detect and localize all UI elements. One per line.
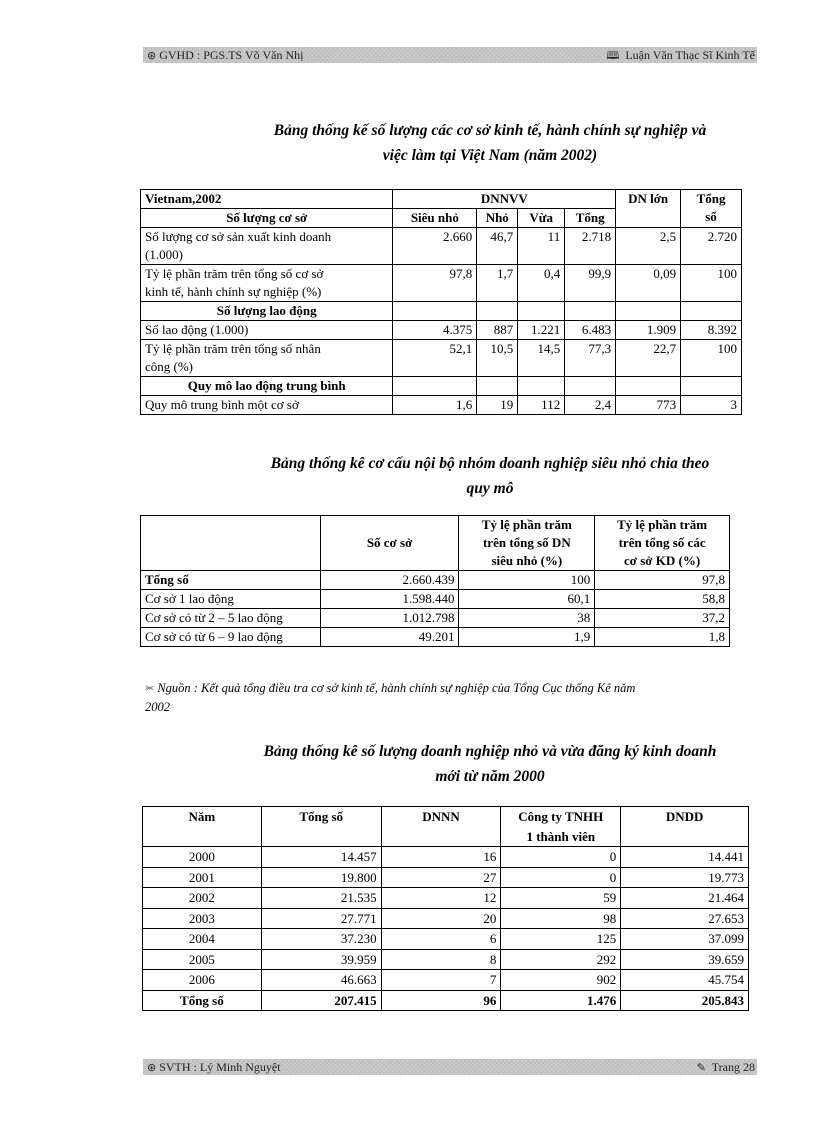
header-line: Công ty TNHH (518, 809, 604, 824)
cell: 96 (381, 990, 501, 1011)
table1-dnnvv-header: DNNVV (393, 190, 616, 209)
table-row (141, 396, 742, 415)
table1-title-line2: việc làm tại Việt Nam (năm 2002) (382, 147, 598, 164)
cell: 59 (501, 888, 621, 909)
header-line: trên tổng số DN (482, 535, 571, 550)
page-footer (143, 1059, 757, 1075)
cell: 60,1 (459, 590, 595, 609)
cell: 1.012.798 (320, 609, 459, 628)
cell (518, 302, 565, 321)
cell (616, 302, 681, 321)
row-label: Quy mô trung bình một cơ sở (141, 396, 393, 415)
cell (616, 377, 681, 396)
cell: 37.230 (261, 929, 381, 950)
cell: 205.843 (621, 990, 749, 1011)
table-row (143, 949, 749, 970)
cell: 292 (501, 949, 621, 970)
cell: 16 (381, 847, 501, 868)
row-year: 2005 (143, 949, 262, 970)
table1-section-count: Số lượng cơ sở (141, 209, 393, 228)
table1-sub-nho: Nhỏ (477, 209, 518, 228)
cell: 19.773 (621, 867, 749, 888)
cell: 1.909 (616, 321, 681, 340)
cell: 902 (501, 970, 621, 991)
table1-total-header-l1: Tổng (696, 191, 726, 206)
cell: 10,5 (477, 340, 518, 377)
table1-sub-sieunho: Siêu nhỏ (393, 209, 477, 228)
table3-dnnn-header: DNNN (381, 807, 501, 847)
source-text: Nguồn : Kết quả tổng điều tra cơ sở kinh tế, hành chính sự nghiệp của Tổng Cục thống Kê năm (157, 681, 636, 695)
cell: 0,4 (518, 265, 565, 302)
table2-pct-kd-header (595, 516, 730, 571)
cell: 1,9 (459, 628, 595, 647)
cell (393, 377, 477, 396)
footer-student: SVTH : Lý Minh Nguyệt (159, 1060, 281, 1074)
cell: 27.653 (621, 908, 749, 929)
cell: 8.392 (681, 321, 742, 340)
table1-total-header-l2: số (705, 209, 717, 224)
row-label-l2: kinh tế, hành chính sự nghiệp (%) (145, 284, 322, 299)
cell: 19 (477, 396, 518, 415)
cell: 100 (459, 571, 595, 590)
cell: 125 (501, 929, 621, 950)
table3 (142, 806, 749, 1011)
cell: 39.959 (261, 949, 381, 970)
cell: 21.535 (261, 888, 381, 909)
cell: 49.201 (320, 628, 459, 647)
row-label: Cơ sở có từ 6 – 9 lao động (141, 628, 321, 647)
row-label: Cơ sở có từ 2 – 5 lao động (141, 609, 321, 628)
header-thesis: Luận Văn Thạc Sĩ Kinh Tế (625, 48, 755, 62)
table1-sub-tong: Tổng (565, 209, 616, 228)
table2-pct-dn-header (459, 516, 595, 571)
row-year: 2004 (143, 929, 262, 950)
seal-icon: ⊛ (147, 49, 157, 62)
cell (477, 302, 518, 321)
table3-dndd-header: DNDD (621, 807, 749, 847)
header-advisor: GVHD : PGS.TS Võ Văn Nhị (159, 48, 304, 62)
seal-icon: ⊛ (147, 1061, 157, 1074)
cell: 4.375 (393, 321, 477, 340)
table-row (141, 571, 730, 590)
page-header (143, 47, 757, 63)
cell: 2,4 (565, 396, 616, 415)
cell (565, 377, 616, 396)
row-label-l1: Tỷ lệ phần trăm trên tổng số cơ sở (145, 266, 324, 281)
table3-tnhh-header (501, 807, 621, 847)
cell: 773 (616, 396, 681, 415)
table3-title-line2: mới từ năm 2000 (435, 768, 545, 785)
cell: 46,7 (477, 228, 518, 265)
table-row (141, 628, 730, 647)
table1-title-line1: Bảng thống kế số lượng các cơ sở kinh tế, hành chính sự nghiệp và (273, 122, 707, 139)
cell: 8 (381, 949, 501, 970)
cell (518, 377, 565, 396)
row-label-l2: (1.000) (145, 247, 183, 262)
scissors-icon: ✂ (145, 682, 155, 695)
table2 (140, 515, 730, 647)
table-row (141, 321, 742, 340)
cell (393, 302, 477, 321)
row-label: Tổng số (141, 571, 321, 590)
cell: 6.483 (565, 321, 616, 340)
table1-country-header: Vietnam,2002 (141, 190, 393, 209)
table1-section-labor: Số lượng lao động (141, 302, 393, 321)
cell: 3 (681, 396, 742, 415)
cell: 2.720 (681, 228, 742, 265)
table-row (141, 340, 742, 377)
cell: 97,8 (393, 265, 477, 302)
cell: 45.754 (621, 970, 749, 991)
cell: 27.771 (261, 908, 381, 929)
row-label (141, 340, 393, 377)
table3-year-header: Năm (143, 807, 262, 847)
cell: 7 (381, 970, 501, 991)
row-label-l1: Số lượng cơ sở sản xuất kinh doanh (145, 229, 332, 244)
row-year: 2003 (143, 908, 262, 929)
cell (565, 302, 616, 321)
cell: 77,3 (565, 340, 616, 377)
cell: 14.441 (621, 847, 749, 868)
table3-title (220, 739, 760, 789)
cell: 98 (501, 908, 621, 929)
cell: 2.718 (565, 228, 616, 265)
pencil-icon: ✎ (696, 1061, 706, 1074)
table-row (143, 908, 749, 929)
cell: 100 (681, 265, 742, 302)
cell: 6 (381, 929, 501, 950)
cell: 2,5 (616, 228, 681, 265)
table1-section-scale: Quy mô lao động trung bình (141, 377, 393, 396)
table3-total-row (143, 990, 749, 1011)
cell (681, 302, 742, 321)
row-year: 2001 (143, 867, 262, 888)
table-row (143, 847, 749, 868)
cell: 2.660.439 (320, 571, 459, 590)
table3-title-line1: Bảng thống kê số lượng doanh nghiệp nhỏ và vừa đăng ký kinh doanh (263, 743, 717, 760)
table-row (141, 609, 730, 628)
cell: 27 (381, 867, 501, 888)
table2-title-line2: quy mô (466, 480, 514, 497)
row-label-l2: công (%) (145, 359, 194, 374)
cell: 37,2 (595, 609, 730, 628)
row-year: 2000 (143, 847, 262, 868)
table-row (143, 929, 749, 950)
cell: 112 (518, 396, 565, 415)
table-row (143, 970, 749, 991)
cell: 0,09 (616, 265, 681, 302)
source-year: 2002 (145, 700, 170, 714)
cell: 100 (681, 340, 742, 377)
cell: 1.598.440 (320, 590, 459, 609)
table1 (140, 189, 742, 415)
header-line: 1 thành viên (526, 828, 596, 844)
cell: 99,9 (565, 265, 616, 302)
table-row (141, 302, 742, 321)
table2-count-header: Số cơ sở (320, 516, 459, 571)
header-line: siêu nhỏ (%) (491, 553, 563, 568)
cell: 19.800 (261, 867, 381, 888)
header-line: Tỷ lệ phần trăm (481, 517, 572, 532)
cell: 1.476 (501, 990, 621, 1011)
table-row (143, 888, 749, 909)
cell: 14.457 (261, 847, 381, 868)
cell: 21.464 (621, 888, 749, 909)
table1-title (220, 118, 760, 168)
header-line: trên tổng số các (618, 535, 706, 550)
cell: 38 (459, 609, 595, 628)
table3-total-header: Tổng số (261, 807, 381, 847)
table2-title (220, 451, 760, 501)
page-number: Trang 28 (711, 1060, 755, 1074)
table-row (141, 228, 742, 265)
row-year: 2006 (143, 970, 262, 991)
row-label (141, 228, 393, 265)
cell: 1.221 (518, 321, 565, 340)
cell: 22,7 (616, 340, 681, 377)
table-row (141, 590, 730, 609)
cell: 12 (381, 888, 501, 909)
cell: 52,1 (393, 340, 477, 377)
cell: 1,7 (477, 265, 518, 302)
cell: 97,8 (595, 571, 730, 590)
cell: 207.415 (261, 990, 381, 1011)
cell: 887 (477, 321, 518, 340)
source-note (145, 679, 765, 717)
header-line: cơ sở KD (%) (624, 553, 701, 568)
cell: 46.663 (261, 970, 381, 991)
cell: 0 (501, 847, 621, 868)
table1-sub-vua: Vừa (518, 209, 565, 228)
table2-title-line1: Bảng thống kê cơ cấu nội bộ nhóm doanh nghiệp siêu nhỏ chia theo (270, 455, 710, 472)
table-row (143, 867, 749, 888)
table-row (141, 265, 742, 302)
header-line: Tỷ lệ phần trăm (617, 517, 708, 532)
cell (477, 377, 518, 396)
book-icon: 🕮 (606, 49, 620, 62)
cell: 11 (518, 228, 565, 265)
row-label: Số lao động (1.000) (141, 321, 393, 340)
cell (141, 516, 321, 571)
cell: 20 (381, 908, 501, 929)
cell: 37.099 (621, 929, 749, 950)
row-label-l1: Tỷ lệ phần trăm trên tổng số nhân (145, 341, 321, 356)
row-label (141, 265, 393, 302)
row-year: 2002 (143, 888, 262, 909)
table1-total-header (681, 190, 742, 228)
cell: 1,8 (595, 628, 730, 647)
cell: 1,6 (393, 396, 477, 415)
cell: 14,5 (518, 340, 565, 377)
table-row (141, 377, 742, 396)
cell (681, 377, 742, 396)
row-label: Tổng số (143, 990, 262, 1011)
cell: 39.659 (621, 949, 749, 970)
cell: 2.660 (393, 228, 477, 265)
cell: 58,8 (595, 590, 730, 609)
row-label: Cơ sở 1 lao động (141, 590, 321, 609)
cell: 0 (501, 867, 621, 888)
table1-dnlon-header: DN lớn (616, 190, 681, 228)
